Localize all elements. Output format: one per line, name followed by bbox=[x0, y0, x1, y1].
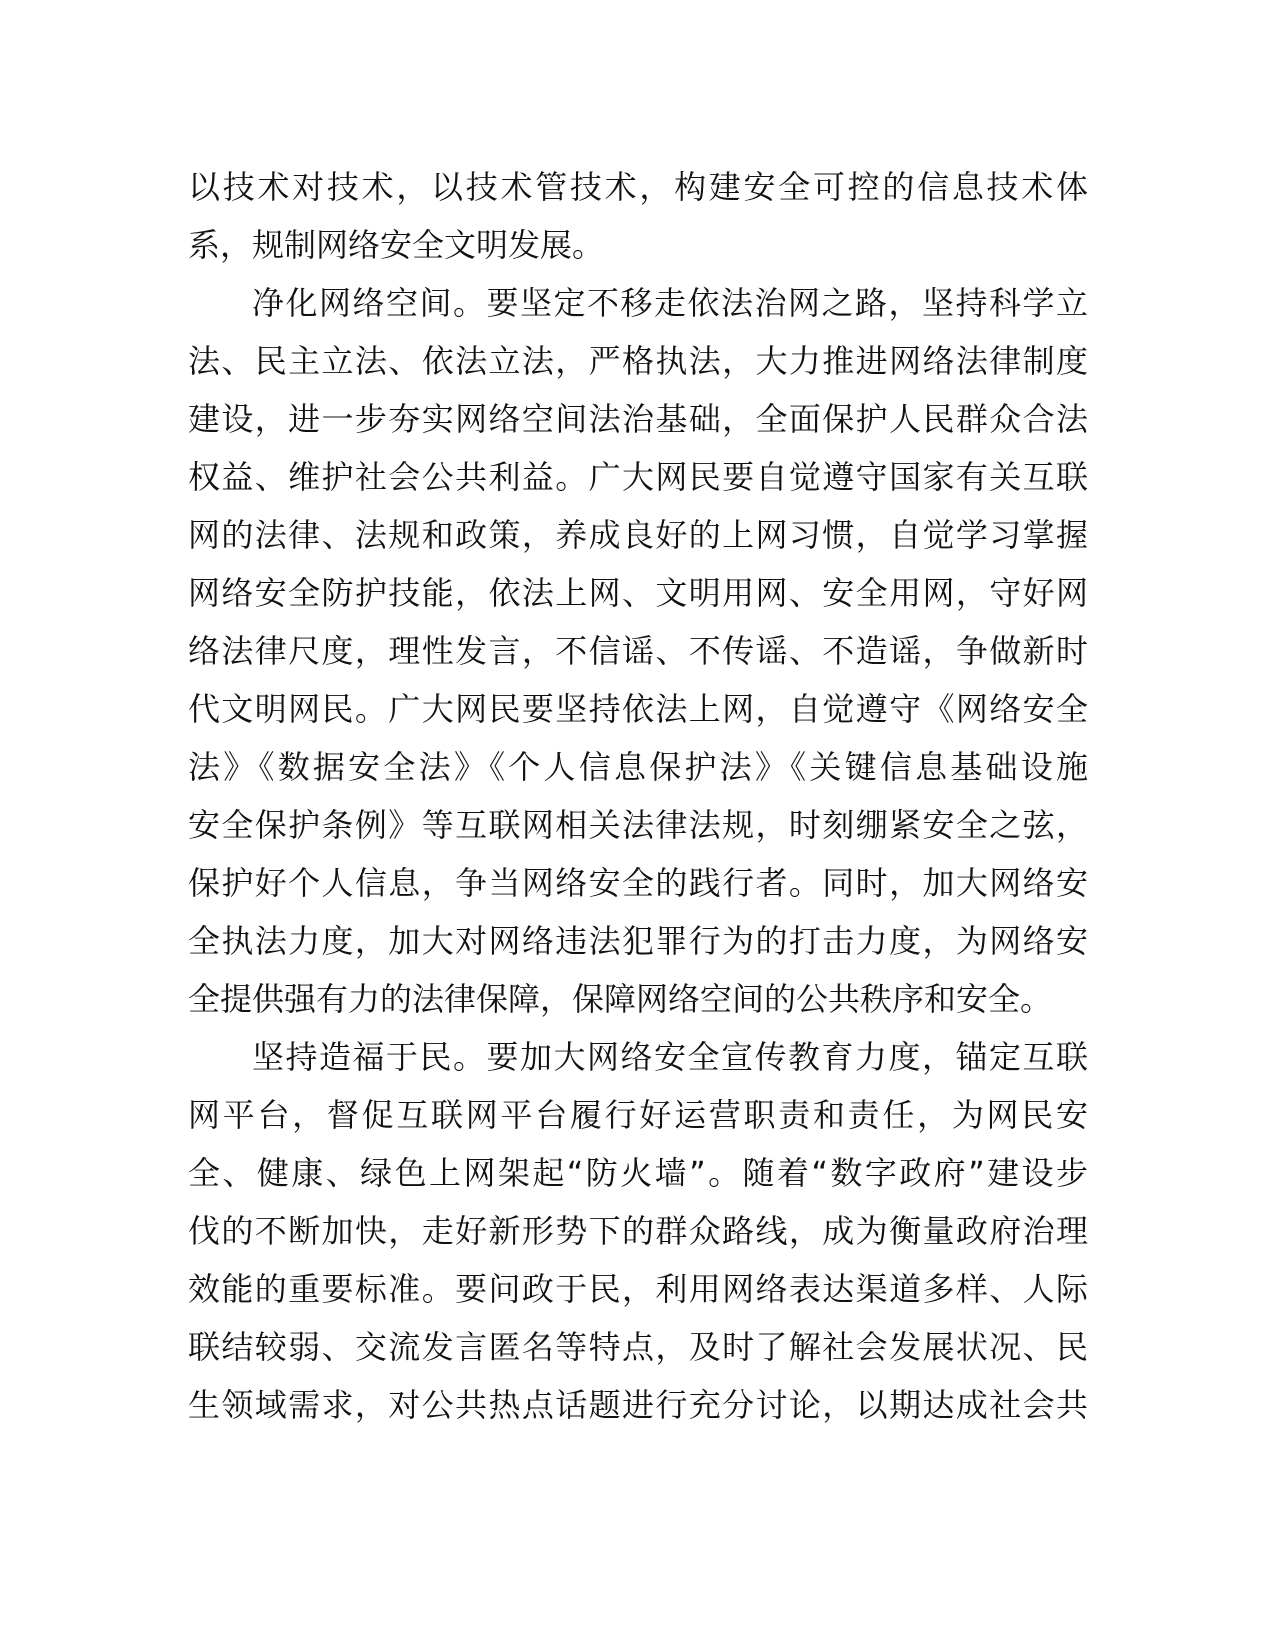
text-line: 以技术对技术，以技术管技术，构建安全可控的信息技术体 bbox=[188, 168, 1088, 206]
paragraph-3 bbox=[188, 1028, 1088, 1434]
text-line: 法、民主立法、依法立法，严格执法，大力推进网络法律制度 bbox=[188, 342, 1088, 380]
text-line: 网的法律、法规和政策，养成良好的上网习惯，自觉学习掌握 bbox=[188, 516, 1088, 554]
text-line: 效能的重要标准。要问政于民，利用网络表达渠道多样、人际 bbox=[188, 1270, 1088, 1308]
text-line: 权益、维护社会公共利益。广大网民要自觉遵守国家有关互联 bbox=[188, 458, 1088, 496]
text-line: 安全保护条例》等互联网相关法律法规，时刻绷紧安全之弦， bbox=[188, 806, 1088, 844]
text-line: 系，规制网络安全文明发展。 bbox=[188, 226, 605, 264]
text-line: 伐的不断加快，走好新形势下的群众路线，成为衡量政府治理 bbox=[188, 1212, 1088, 1250]
paragraph-2 bbox=[188, 274, 1088, 1028]
text-line: 法》《数据安全法》《个人信息保护法》《关键信息基础设施 bbox=[188, 748, 1088, 786]
text-line: 全执法力度，加大对网络违法犯罪行为的打击力度，为网络安 bbox=[188, 922, 1088, 960]
text-line: 净化网络空间。要坚定不移走依法治网之路，坚持科学立 bbox=[252, 284, 1088, 322]
text-line: 全提供强有力的法律保障，保障网络空间的公共秩序和安全。 bbox=[188, 980, 1053, 1018]
text-line: 网络安全防护技能，依法上网、文明用网、安全用网，守好网 bbox=[188, 574, 1088, 612]
text-line: 代文明网民。广大网民要坚持依法上网，自觉遵守《网络安全 bbox=[188, 690, 1088, 728]
text-line: 生领域需求，对公共热点话题进行充分讨论，以期达成社会共 bbox=[188, 1386, 1088, 1424]
text-line: 全、健康、绿色上网架起“防火墙”。随着“数字政府”建设步 bbox=[188, 1154, 1088, 1192]
text-line: 联结较弱、交流发言匿名等特点，及时了解社会发展状况、民 bbox=[188, 1328, 1088, 1366]
text-line: 络法律尺度，理性发言，不信谣、不传谣、不造谣，争做新时 bbox=[188, 632, 1088, 670]
text-line: 坚持造福于民。要加大网络安全宣传教育力度，锚定互联 bbox=[252, 1038, 1088, 1076]
text-line: 建设，进一步夯实网络空间法治基础，全面保护人民群众合法 bbox=[188, 400, 1088, 438]
text-line: 网平台，督促互联网平台履行好运营职责和责任，为网民安 bbox=[188, 1096, 1088, 1134]
text-line: 保护好个人信息，争当网络安全的践行者。同时，加大网络安 bbox=[188, 864, 1088, 902]
paragraph-1 bbox=[188, 158, 1088, 274]
body-text bbox=[188, 158, 1088, 1434]
